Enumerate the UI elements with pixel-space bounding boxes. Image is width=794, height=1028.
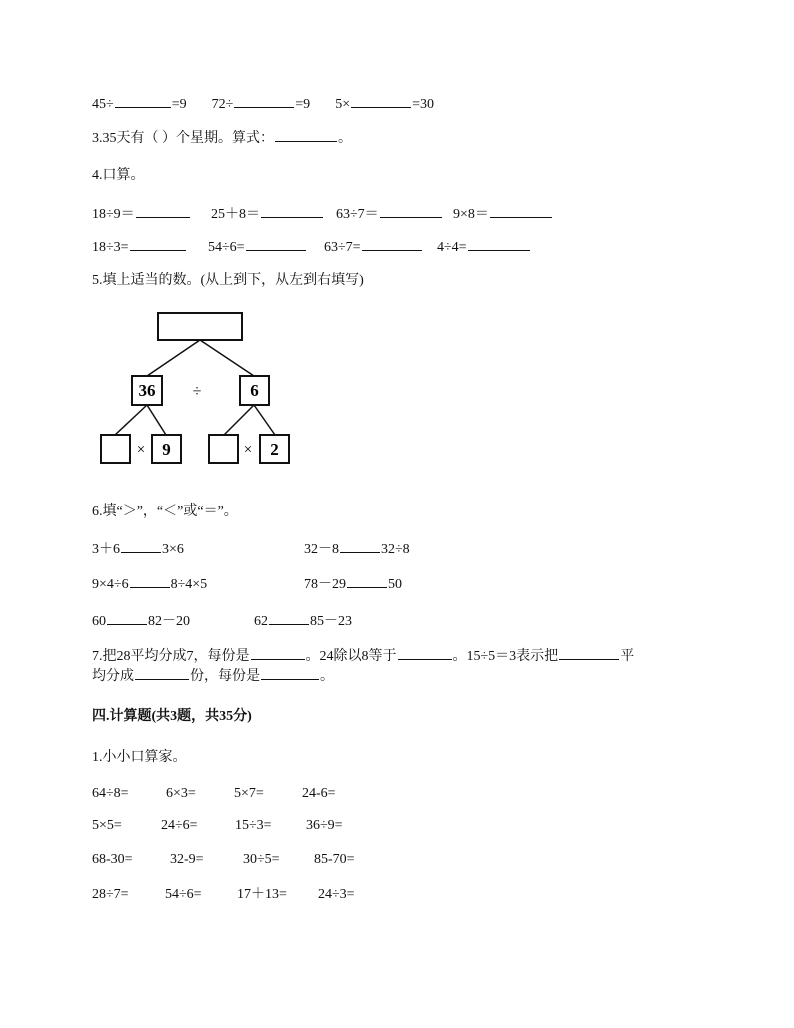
question-5-title: 5.填上适当的数。(从上到下，从左到右填写) [92,273,364,288]
answer-blank[interactable] [135,666,189,680]
section-4-question-1-title: 1.小小口算家。 [92,750,187,765]
answer-blank[interactable] [347,574,387,588]
branch-line [224,405,254,435]
oral-calc-item: 63÷7= [324,237,423,257]
answer-blank[interactable] [275,128,337,142]
answer-blank[interactable] [351,94,411,108]
expr-3-right: =30 [412,97,434,112]
expr-3-left: 5× [335,97,351,112]
mental-math-item: 30÷5= [243,852,280,867]
mental-math-item: 24÷3= [318,887,355,902]
question-6-title: 6.填“＞”，“＜”或“＝”。 [92,504,238,519]
fill-blank-row-1 [92,94,434,114]
mental-math-item: 28÷7= [92,887,129,902]
branch-line [115,405,147,435]
oral-calc-item: 4÷4= [437,237,531,257]
expr-2-right: =9 [295,97,311,112]
question-7-line-1: 7.把28平均分成7，每份是 。24除以8等于 。15÷5＝3表示把 平 [92,646,634,666]
answer-blank[interactable] [490,204,552,218]
answer-blank[interactable] [130,574,170,588]
mental-math-item: 68-30= [92,852,133,867]
answer-blank[interactable] [362,237,422,251]
times-sign: × [243,442,253,458]
number-tree-diagram [95,305,315,470]
compare-item: 9×4÷6 8÷4×5 [92,574,207,594]
answer-box-right[interactable] [209,435,238,463]
expr-1-left: 45÷ [92,97,114,112]
top-answer-box[interactable] [158,313,242,340]
mental-math-item: 5×5= [92,818,122,833]
mental-math-item: 5×7= [234,786,264,801]
section-heading: 四.计算题(共3题，共35分) [92,709,252,724]
answer-blank[interactable] [121,539,161,553]
oral-calc-item: 25＋8＝ [211,204,324,224]
answer-blank[interactable] [398,646,452,660]
oral-calc-item: 54÷6= [208,237,307,257]
branch-line [147,340,200,376]
answer-blank[interactable] [251,646,305,660]
oral-calc-item: 63÷7＝ [336,204,443,224]
compare-item: 3＋6 3×6 [92,539,184,559]
mental-math-item: 17＋13= [237,887,287,902]
mental-math-item: 24÷6= [161,818,198,833]
question-3 [92,128,352,148]
mental-math-item: 64÷8= [92,786,129,801]
number-2: 2 [270,440,279,459]
question-4-title: 4.口算。 [92,168,145,183]
answer-blank[interactable] [261,666,319,680]
answer-blank[interactable] [136,204,190,218]
mental-math-item: 54÷6= [165,887,202,902]
mental-math-item: 15÷3= [235,818,272,833]
oral-calc-item: 18÷3= [92,237,187,257]
answer-blank[interactable] [559,646,619,660]
number-9: 9 [162,440,171,459]
answer-blank[interactable] [115,94,171,108]
mental-math-item: 32-9= [170,852,204,867]
number-6: 6 [250,381,259,400]
branch-line [200,340,254,376]
answer-blank[interactable] [234,94,294,108]
answer-blank[interactable] [380,204,442,218]
answer-blank[interactable] [261,204,323,218]
compare-item: 62 85－23 [254,611,352,631]
question-7-line-2: 均分成 份，每份是 。 [92,666,334,686]
mental-math-item: 85-70= [314,852,355,867]
expr-1-right: =9 [171,97,187,112]
answer-blank[interactable] [246,237,306,251]
mental-math-item: 6×3= [166,786,196,801]
answer-blank[interactable] [107,611,147,625]
number-36: 36 [138,381,156,400]
answer-box-left[interactable] [101,435,130,463]
branch-line [254,405,275,435]
mental-math-item: 36÷9= [306,818,343,833]
answer-blank[interactable] [130,237,186,251]
question-3-text: 3.35天有（ ）个星期。算式： [92,131,274,146]
expr-2-left: 72÷ [211,97,234,112]
answer-blank[interactable] [340,539,380,553]
mental-math-item: 24-6= [302,786,336,801]
question-3-end: 。 [338,131,352,146]
answer-blank[interactable] [269,611,309,625]
oral-calc-item: 9×8＝ [453,204,553,224]
compare-item: 78－29 50 [304,574,402,594]
oral-calc-item: 18÷9＝ [92,204,191,224]
divide-sign: ÷ [192,383,202,400]
branch-line [147,405,166,435]
answer-blank[interactable] [468,237,530,251]
times-sign: × [136,442,146,458]
compare-item: 32－8 32÷8 [304,539,410,559]
compare-item: 60 82－20 [92,611,190,631]
